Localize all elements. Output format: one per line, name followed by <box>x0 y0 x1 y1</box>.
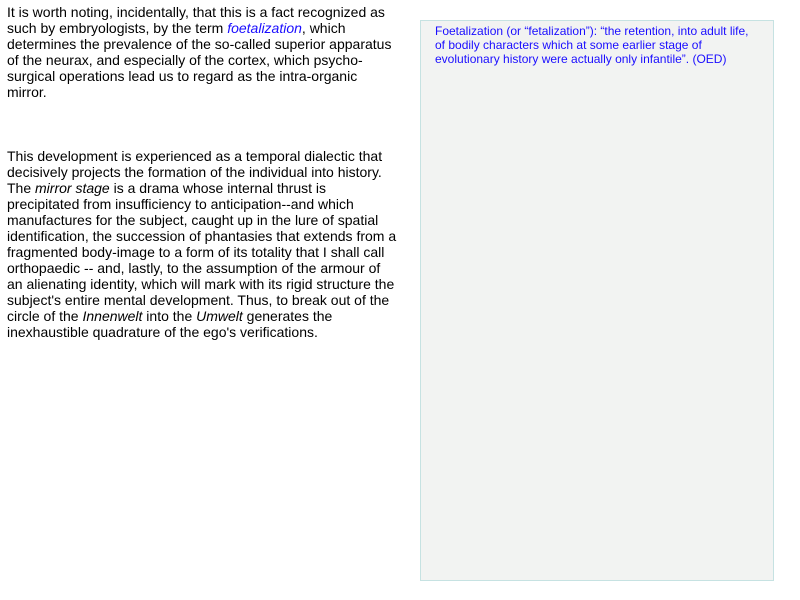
paragraph2-text-part2: is a drama whose internal thrust is precipitated from insufficiency to anticipation--and which manufactures for the subject, caught up in the lure of spatial identification, the succession of phantasies that extends from a fragmented body-image to a form of its totality that I shall call orthopaedic -- and, lastly, to the assumption of the armour of an alienating identity, which will mark with its rigid structure the subject's entire mental development. Thus, to break out of the circle of the <box>7 180 397 324</box>
paragraph1-text-before: It is worth noting, incidentally, that this is a fact recognized as such by embryologists, by the term <box>7 4 385 36</box>
paragraph-mirror-stage <box>7 148 397 340</box>
footnote-text: Foetalization (or “fetalization”): “the retention, into adult life, of bodily characters which at some earlier stage of evolutionary history were actually only infantile”. (OED) <box>435 24 749 66</box>
paragraph-foetalization <box>7 4 397 100</box>
footnote-panel <box>420 20 774 581</box>
paragraph2-text-part4: generates the inexhaustible quadrature of the ego's verifications. <box>7 308 333 340</box>
paragraph2-text-part3: into the <box>142 308 197 324</box>
mirror-stage-emphasis: mirror stage <box>35 180 110 196</box>
innenwelt-emphasis: Innenwelt <box>82 308 143 324</box>
umwelt-emphasis: Umwelt <box>196 308 243 324</box>
main-text-column <box>7 4 397 340</box>
paragraph1-text-after: , which determines the prevalence of the so-called superior apparatus of the neurax, and especially of the cortex, which psycho-surgical operations lead us to regard as the intra-organic mirror. <box>7 20 392 100</box>
paragraph2-text-part1: This development is experienced as a temporal dialectic that decisively projects the formation of the individual into history. The <box>7 148 383 196</box>
foetalization-link[interactable]: foetalization <box>227 20 302 36</box>
